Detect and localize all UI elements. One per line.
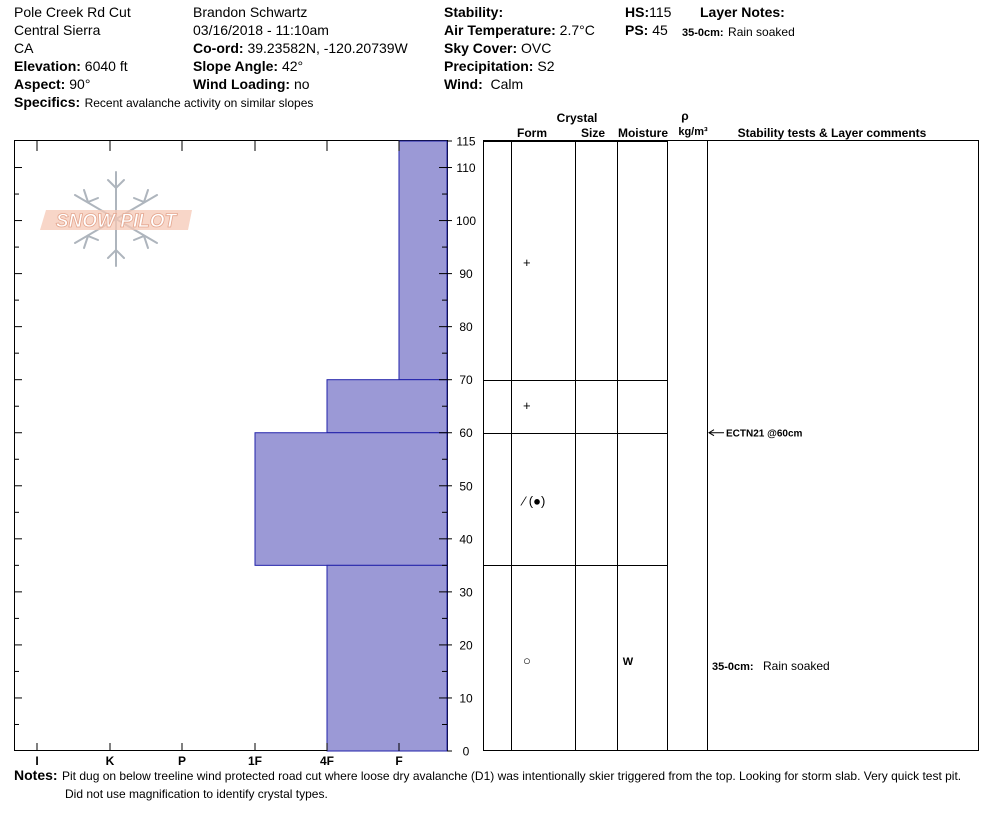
- stability-tests: [709, 429, 803, 440]
- hardness-bar: [327, 380, 447, 433]
- hardness-label: P: [177, 754, 187, 768]
- layer-comments: [712, 659, 830, 673]
- form-header: Form: [517, 126, 547, 140]
- precip-value: S2: [537, 58, 555, 74]
- ps-value: 45: [652, 22, 668, 38]
- depth-label: 90: [459, 267, 473, 282]
- slope-value: 42°: [281, 58, 304, 74]
- layer-table-frame: [484, 141, 979, 751]
- layer-notes-title: Layer Notes:: [700, 4, 785, 20]
- location-name: Pole Creek Rd Cut: [14, 4, 131, 20]
- hardness-label: I: [35, 754, 39, 768]
- density-header: kg/m³: [678, 126, 708, 138]
- depth-label: 60: [459, 426, 473, 441]
- slope-label: Slope Angle:: [193, 58, 279, 74]
- stability-label: Stability:: [444, 4, 504, 20]
- depth-label: 110: [456, 161, 476, 176]
- hs-label: HS:: [625, 4, 650, 20]
- depth-label: 0: [462, 744, 470, 759]
- coord-label: Co-ord:: [193, 40, 244, 56]
- crystal-form-symbol: +: [523, 255, 531, 270]
- moisture-code: W: [622, 655, 634, 668]
- precip-label: Precipitation:: [444, 58, 534, 74]
- specifics-value: Recent avalanche activity on similar slopes: [84, 96, 314, 110]
- depth-label: 20: [459, 638, 473, 653]
- specifics-label: Specifics:: [14, 94, 81, 110]
- air-temp-value: 2.7°C: [559, 22, 595, 38]
- depth-label: 10: [459, 691, 473, 706]
- layer-comment-text: Rain soaked: [763, 659, 830, 674]
- hardness-label: F: [395, 754, 403, 768]
- hardness-label: 1F: [247, 754, 263, 768]
- hardness-bar: [399, 141, 447, 380]
- depth-label: 115: [456, 134, 476, 149]
- moisture-header: Moisture: [617, 126, 669, 140]
- sky-value: OVC: [521, 40, 552, 56]
- layer-note-text: Rain soaked: [728, 25, 795, 39]
- wind-loading-label: Wind Loading:: [193, 76, 291, 92]
- snowpilot-logo: [40, 172, 192, 266]
- notes-line-2: Did not use magnification to identify crystal types.: [65, 787, 328, 801]
- depth-label: 100: [455, 214, 477, 229]
- elevation-value: 6040 ft: [84, 58, 128, 74]
- hardness-bar: [255, 433, 447, 566]
- crystal-form-symbol: ⁄ (●): [523, 493, 546, 509]
- ps-label: PS:: [625, 22, 649, 38]
- range-name: Central Sierra: [14, 22, 101, 38]
- wind-loading-value: no: [293, 76, 310, 92]
- wind-value: Calm: [490, 76, 524, 92]
- air-temp-label: Air Temperature:: [444, 22, 556, 38]
- notes-line-1: Pit dug on below treeline wind protected road cut where loose dry avalanche (D1) was intentionally skier triggered from the top. Looking for storm slab. Very quick test pit.: [62, 769, 962, 783]
- hardness-label: K: [105, 754, 115, 768]
- stability-test-label: ECTN21 @60cm: [726, 428, 803, 440]
- stability-tests-header: Stability tests & Layer comments: [737, 126, 927, 140]
- crystal-form-symbol: ○: [523, 652, 531, 668]
- depth-label: 50: [459, 479, 473, 494]
- layer-comment-range: 35-0cm:: [712, 661, 754, 674]
- depth-label: 70: [459, 373, 473, 388]
- coord-value: 39.23582N, -120.20739W: [247, 40, 408, 56]
- moisture-codes: [623, 656, 634, 668]
- layer-table-columns: [512, 140, 708, 751]
- crystal-form-symbol: +: [523, 398, 531, 414]
- notes-label: Notes:: [14, 767, 58, 783]
- size-header: Size: [580, 126, 606, 140]
- sky-label: Sky Cover:: [444, 40, 518, 56]
- observer-name: Brandon Schwartz: [193, 4, 308, 20]
- aspect-label: Aspect:: [14, 76, 66, 92]
- hardness-bars: [255, 141, 447, 751]
- hs-value: 115: [649, 4, 672, 20]
- notes: [14, 767, 961, 785]
- depth-label: 30: [459, 585, 473, 600]
- observation-datetime: 03/16/2018 - 11:10am: [193, 22, 329, 38]
- hardness-bar: [327, 565, 447, 751]
- depth-label: 80: [459, 320, 473, 335]
- rho-header: ρ: [681, 109, 689, 123]
- depth-label: 40: [459, 532, 473, 547]
- elevation-label: Elevation:: [14, 58, 81, 74]
- logo-text: SNOW PILOT: [55, 211, 177, 232]
- layer-note-range: 35-0cm:: [682, 27, 724, 39]
- wind-label: Wind:: [444, 76, 483, 92]
- crystal-forms: [520, 255, 545, 668]
- crystal-header: Crystal: [556, 111, 598, 125]
- state-name: CA: [14, 40, 34, 56]
- aspect-value: 90°: [69, 76, 91, 92]
- hardness-label: 4F: [319, 754, 335, 768]
